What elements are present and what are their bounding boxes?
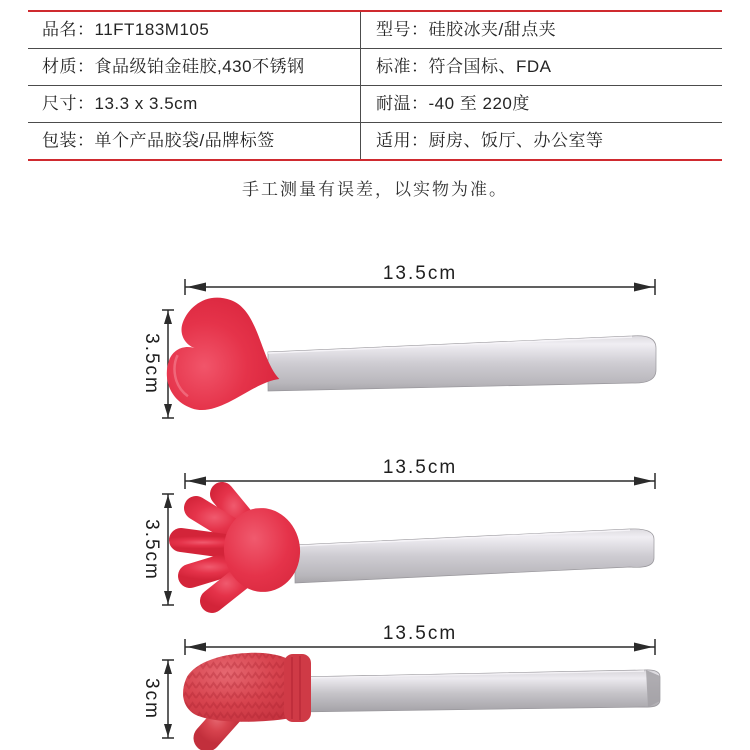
spec-table [28, 10, 722, 161]
spec-cell-standard: 标准：符合国标、FDA [360, 49, 722, 86]
spec-cell-material: 材质：食品级铂金硅胶,430不锈钢 [28, 49, 360, 86]
heart-tongs-figure [0, 260, 750, 450]
table-row [28, 86, 722, 123]
spec-cell-name: 品名：11FT183M105 [28, 12, 360, 49]
steel-handle [296, 670, 660, 712]
height-dimension-line [162, 494, 174, 605]
table-row [28, 123, 722, 159]
spec-cell-usage: 适用：厨房、饭厅、办公室等 [360, 123, 722, 159]
spec-cell-size: 尺寸：13.3 x 3.5cm [28, 86, 360, 123]
hand-tongs-figure [0, 450, 750, 620]
spec-cell-model: 型号：硅胶冰夹/甜点夹 [360, 12, 722, 49]
mitten-tongs-figure [0, 620, 750, 750]
height-label: 3.5cm [141, 333, 162, 395]
height-label: 3cm [141, 678, 162, 720]
spec-cell-temp: 耐温：-40 至 220度 [360, 86, 722, 123]
spec-cell-package: 包装：单个产品胶袋/品牌标签 [42, 131, 275, 150]
table-row [28, 49, 722, 86]
hand-tip [181, 494, 305, 601]
table-row [28, 12, 722, 49]
measure-disclaimer: 手工测量有误差，以实物为准。 [242, 180, 508, 199]
steel-handle [268, 336, 656, 391]
steel-handle [295, 529, 654, 583]
height-dimension-line [162, 660, 174, 738]
width-label: 13.5cm [382, 263, 458, 284]
height-label: 3.5cm [141, 519, 162, 581]
width-label: 13.5cm [382, 623, 458, 644]
width-label: 13.5cm [382, 457, 458, 478]
mitten-tip [183, 653, 311, 738]
